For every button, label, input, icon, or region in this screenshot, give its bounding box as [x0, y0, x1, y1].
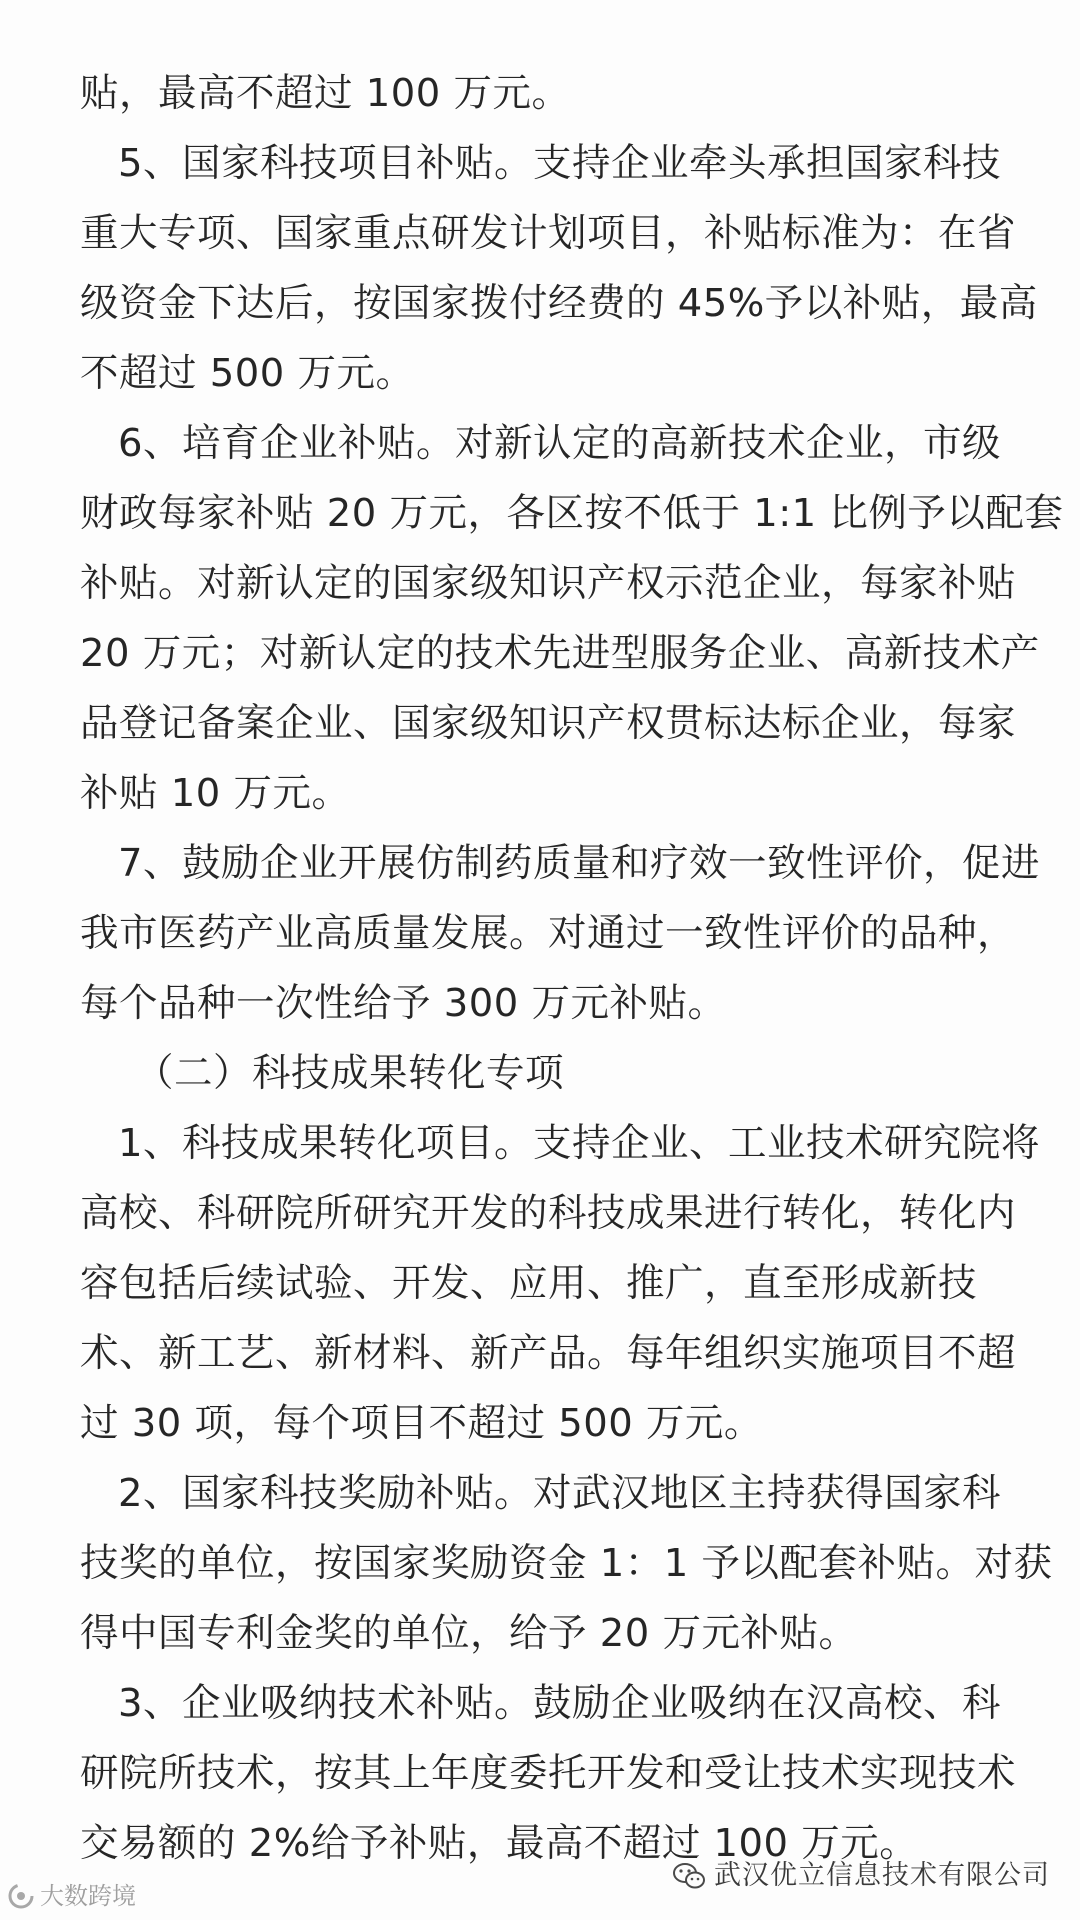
text-line: 1、科技成果转化项目。支持企业、工业技术研究院将	[118, 1121, 1040, 1166]
text-line: 补贴 10 万元。	[80, 771, 351, 816]
text-line: 财政每家补贴 20 万元，各区按不低于 1:1 比例予以配套	[80, 491, 1064, 536]
text-line: 2、国家科技奖励补贴。对武汉地区主持获得国家科	[118, 1471, 1001, 1516]
text-line: 7、鼓励企业开展仿制药质量和疗效一致性评价，促进	[118, 841, 1040, 886]
text-line: 技奖的单位，按国家奖励资金 1：1 予以配套补贴。对获	[80, 1541, 1053, 1586]
text-line: 级资金下达后，按国家拨付经费的 45%予以补贴，最高	[80, 281, 1038, 326]
brand-logo-icon	[6, 1881, 36, 1911]
text-line: 20 万元；对新认定的技术先进型服务企业、高新技术产	[80, 631, 1040, 676]
text-line: 高校、科研院所研究开发的科技成果进行转化，转化内	[80, 1191, 1017, 1236]
watermark-left-text: 大数跨境	[40, 1882, 136, 1910]
text-line: 补贴。对新认定的国家级知识产权示范企业，每家补贴	[80, 561, 1017, 606]
text-line: 6、培育企业补贴。对新认定的高新技术企业，市级	[118, 421, 1001, 466]
text-line: 3、企业吸纳技术补贴。鼓励企业吸纳在汉高校、科	[118, 1681, 1001, 1726]
text-line: 交易额的 2%给予补贴，最高不超过 100 万元。	[80, 1821, 919, 1866]
text-line: 不超过 500 万元。	[80, 351, 415, 396]
text-line: 得中国专利金奖的单位，给予 20 万元补贴。	[80, 1611, 858, 1656]
text-line: 5、国家科技项目补贴。支持企业牵头承担国家科技	[118, 141, 1001, 186]
text-line: 过 30 项，每个项目不超过 500 万元。	[80, 1401, 763, 1446]
text-line: 研院所技术，按其上年度委托开发和受让技术实现技术	[80, 1751, 1017, 1796]
watermark-right	[672, 1856, 1050, 1896]
text-line: 容包括后续试验、开发、应用、推广，直至形成新技	[80, 1261, 978, 1306]
wechat-icon	[672, 1861, 706, 1891]
text-line: 贴，最高不超过 100 万元。	[80, 71, 571, 116]
text-line: 每个品种一次性给予 300 万元补贴。	[80, 981, 727, 1026]
watermark-left	[6, 1880, 136, 1912]
watermark-right-text: 武汉优立信息技术有限公司	[714, 1860, 1050, 1891]
section-heading: （二）科技成果转化专项	[135, 1051, 565, 1096]
text-line: 术、新工艺、新材料、新产品。每年组织实施项目不超	[80, 1331, 1017, 1376]
text-line: 重大专项、国家重点研发计划项目，补贴标准为：在省	[80, 211, 1017, 256]
text-line: 品登记备案企业、国家级知识产权贯标达标企业，每家	[80, 701, 1017, 746]
text-line: 我市医药产业高质量发展。对通过一致性评价的品种，	[80, 911, 1017, 956]
